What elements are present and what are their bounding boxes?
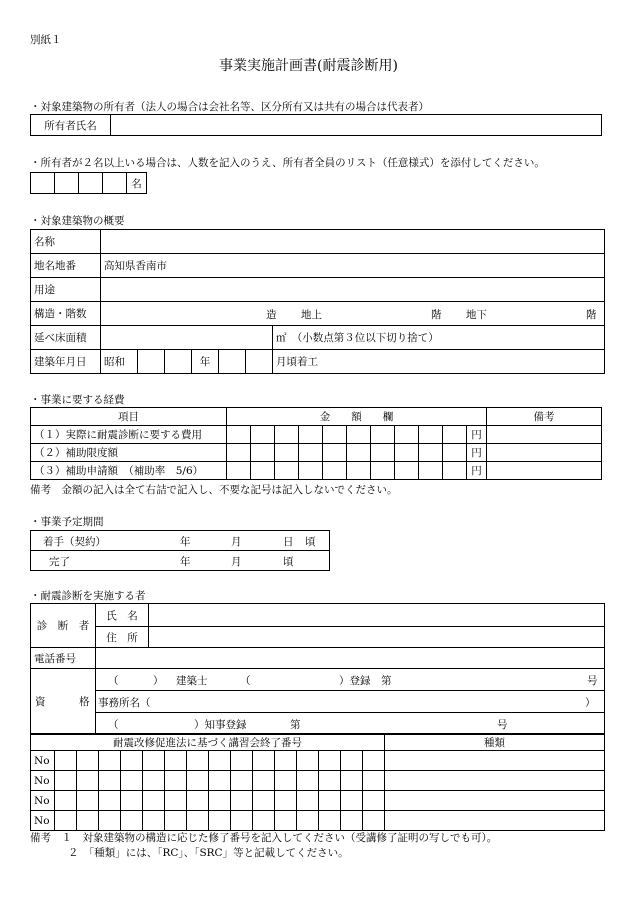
kind-field[interactable] <box>385 771 605 791</box>
architect-registration-field[interactable] <box>96 669 605 691</box>
building-use-label: 用途 <box>31 278 101 302</box>
course-digit[interactable] <box>363 791 385 811</box>
owner-count-digit[interactable] <box>103 173 127 194</box>
amount-digit[interactable] <box>251 444 275 462</box>
diagnoser-name-label: 氏 名 <box>96 604 149 627</box>
amount-digit[interactable] <box>251 426 275 444</box>
course-digit[interactable] <box>363 771 385 791</box>
diagnoser-address-label: 住 所 <box>96 627 149 648</box>
office-name-field[interactable] <box>96 691 605 713</box>
course-digit[interactable] <box>253 771 275 791</box>
amount-digit[interactable] <box>275 426 299 444</box>
cost-remarks-header: 備考 <box>487 408 602 426</box>
course-digit[interactable] <box>55 751 77 771</box>
course-digit[interactable] <box>209 811 231 831</box>
building-table <box>30 229 605 374</box>
course-digit[interactable] <box>231 791 253 811</box>
amount-digit[interactable] <box>419 462 443 480</box>
course-digit[interactable] <box>187 771 209 791</box>
course-digit[interactable] <box>341 771 363 791</box>
amount-digit[interactable] <box>419 426 443 444</box>
course-digit[interactable] <box>187 791 209 811</box>
registration-label: ）登録 第 <box>339 675 392 687</box>
cost-row-label: （３）補助申請額 （補助率 5/6） <box>31 462 227 480</box>
building-location-label: 地名地番 <box>31 254 101 278</box>
approx-label: 頃 <box>283 556 294 568</box>
architect-label: 建築士 <box>176 675 208 687</box>
amount-digit[interactable] <box>347 444 371 462</box>
approx-label: 頃 <box>305 536 316 548</box>
amount-digit[interactable] <box>371 444 395 462</box>
course-digit[interactable] <box>77 811 99 831</box>
owner-count-table <box>30 172 147 194</box>
amount-digit[interactable] <box>443 426 467 444</box>
course-number-header: 耐震改修促進法に基づく講習会終了番号 <box>31 735 385 751</box>
floor-area-unit: ㎡ （小数点第３位以下切り捨て） <box>273 326 605 350</box>
amount-digit[interactable] <box>323 444 347 462</box>
owner-name-field[interactable] <box>111 115 602 136</box>
owner-section-heading: ・対象建築物の所有者（法人の場合は会社名等、区分所有又は共有の場合は代表者） <box>30 101 429 113</box>
row-no-label: No <box>31 751 55 771</box>
no-label: 第 <box>290 719 301 731</box>
building-name-field[interactable] <box>101 230 605 254</box>
year-label: 年 <box>180 536 191 548</box>
cost-row-label: （１）実際に耐震診断に要する費用 <box>31 426 227 444</box>
cost-note: 備考 金額の記入は全て右詰で記入し、不要な記号は記入しないでください。 <box>30 484 398 496</box>
course-digit[interactable] <box>143 771 165 791</box>
month-label: 月 <box>231 536 242 548</box>
diagnoser-note-1: 備考 １ 対象建築物の構造に応じた修了番号を記入してください（受講修了証明の写しでも可）。 <box>30 832 498 844</box>
row-no-label: No <box>31 811 55 831</box>
course-table <box>30 734 605 831</box>
schedule-end-label: 完了 <box>49 556 70 568</box>
kind-field[interactable] <box>385 791 605 811</box>
diagnoser-table <box>30 603 605 734</box>
diagnoser-label: 診 断 者 <box>31 604 96 648</box>
attachment-label: 別紙１ <box>30 34 62 46</box>
schedule-end-row[interactable] <box>31 551 330 571</box>
amount-digit[interactable] <box>347 462 371 480</box>
governor-registration-field[interactable] <box>96 713 605 734</box>
cost-remarks-field[interactable] <box>487 426 602 444</box>
schedule-section-heading: ・事業予定期間 <box>30 516 104 528</box>
cost-remarks-field[interactable] <box>487 444 602 462</box>
paren-close: ） <box>585 697 596 709</box>
cost-section-heading: ・事業に要する経費 <box>30 394 125 406</box>
amount-digit[interactable] <box>227 444 251 462</box>
amount-digit[interactable] <box>443 462 467 480</box>
course-digit[interactable] <box>55 771 77 791</box>
number-unit: 号 <box>587 675 598 687</box>
month-label: 月 <box>231 556 242 568</box>
year-unit: 年 <box>192 350 219 374</box>
start-suffix: 月頃着工 <box>273 350 605 374</box>
cost-table <box>30 407 602 480</box>
building-section-heading: ・対象建築物の概要 <box>30 215 125 227</box>
schedule-start-label: 着手（契約） <box>43 536 106 548</box>
qualification-label <box>31 669 96 734</box>
year-digit[interactable] <box>165 350 192 374</box>
course-digit[interactable] <box>209 771 231 791</box>
floor-area-label: 延べ床面積 <box>31 326 101 350</box>
phone-field[interactable] <box>96 648 605 669</box>
amount-digit[interactable] <box>371 462 395 480</box>
course-digit[interactable] <box>99 771 121 791</box>
course-digit[interactable] <box>275 771 297 791</box>
amount-digit[interactable] <box>275 444 299 462</box>
kind-header: 種類 <box>385 735 605 751</box>
month-digit[interactable] <box>219 350 246 374</box>
course-digit[interactable] <box>77 791 99 811</box>
amount-digit[interactable] <box>395 462 419 480</box>
course-digit[interactable] <box>297 751 319 771</box>
owner-count-unit: 名 <box>127 173 147 194</box>
amount-digit[interactable] <box>443 444 467 462</box>
course-digit[interactable] <box>121 791 143 811</box>
amount-digit[interactable] <box>227 462 251 480</box>
course-digit[interactable] <box>165 771 187 791</box>
course-digit[interactable] <box>143 791 165 811</box>
year-digit[interactable] <box>138 350 165 374</box>
owner-count-digit[interactable] <box>79 173 103 194</box>
course-digit[interactable] <box>99 791 121 811</box>
course-digit[interactable] <box>275 811 297 831</box>
qualification-label-char: 資 <box>35 696 46 708</box>
yen-unit: 円 <box>467 444 487 462</box>
course-digit[interactable] <box>143 751 165 771</box>
floor-unit: 階 <box>586 309 597 321</box>
schedule-table <box>30 530 330 571</box>
course-digit[interactable] <box>297 811 319 831</box>
course-digit[interactable] <box>209 751 231 771</box>
course-digit[interactable] <box>319 751 341 771</box>
cost-item-header: 項目 <box>31 408 227 426</box>
built-date-label: 建築年月日 <box>31 350 101 374</box>
course-digit[interactable] <box>121 771 143 791</box>
cost-remarks-field[interactable] <box>487 462 602 480</box>
course-digit[interactable] <box>341 811 363 831</box>
course-digit[interactable] <box>187 751 209 771</box>
course-digit[interactable] <box>187 811 209 831</box>
structure-suffix: 造 <box>266 309 277 321</box>
owner-count-digit[interactable] <box>31 173 55 194</box>
schedule-start-row[interactable] <box>31 531 330 551</box>
amount-digit[interactable] <box>323 462 347 480</box>
owner-table <box>30 114 602 136</box>
course-digit[interactable] <box>275 751 297 771</box>
course-digit[interactable] <box>363 751 385 771</box>
paren-close: ） <box>153 675 164 687</box>
building-location-field[interactable]: 高知県香南市 <box>101 254 605 278</box>
qualification-label-char: 格 <box>79 696 90 708</box>
day-label: 日 <box>283 536 294 548</box>
course-digit[interactable] <box>165 811 187 831</box>
amount-digit[interactable] <box>323 426 347 444</box>
course-digit[interactable] <box>77 751 99 771</box>
yen-unit: 円 <box>467 426 487 444</box>
amount-digit[interactable] <box>251 462 275 480</box>
building-structure-field[interactable] <box>101 302 605 326</box>
course-digit[interactable] <box>275 791 297 811</box>
course-digit[interactable] <box>231 751 253 771</box>
course-digit[interactable] <box>341 791 363 811</box>
course-digit[interactable] <box>341 751 363 771</box>
course-digit[interactable] <box>165 791 187 811</box>
cost-amount-header: 金 額 欄 <box>227 408 487 426</box>
amount-digit[interactable] <box>371 426 395 444</box>
course-digit[interactable] <box>297 791 319 811</box>
floor-area-field[interactable] <box>101 326 273 350</box>
course-digit[interactable] <box>319 811 341 831</box>
course-digit[interactable] <box>231 771 253 791</box>
course-digit[interactable] <box>253 751 275 771</box>
amount-digit[interactable] <box>419 444 443 462</box>
year-label: 年 <box>180 556 191 568</box>
amount-digit[interactable] <box>395 444 419 462</box>
course-digit[interactable] <box>55 811 77 831</box>
diagnoser-address-field[interactable] <box>149 627 605 648</box>
paren-open: （ <box>240 675 251 687</box>
course-digit[interactable] <box>55 791 77 811</box>
cost-row-label: （２）補助限度額 <box>31 444 227 462</box>
amount-digit[interactable] <box>395 426 419 444</box>
course-digit[interactable] <box>319 771 341 791</box>
amount-digit[interactable] <box>275 462 299 480</box>
course-digit[interactable] <box>253 791 275 811</box>
owner-name-label: 所有者氏名 <box>31 115 111 136</box>
diagnoser-note-2: ２ 「種類」には、「RC」、「SRC」等と記載してください。 <box>68 847 349 859</box>
course-digit[interactable] <box>363 811 385 831</box>
month-digit[interactable] <box>246 350 273 374</box>
number-unit: 号 <box>497 719 508 731</box>
owner-count-digit[interactable] <box>55 173 79 194</box>
below-ground-label: 地下 <box>466 309 487 321</box>
amount-digit[interactable] <box>227 426 251 444</box>
above-ground-label: 地上 <box>301 309 322 321</box>
course-digit[interactable] <box>253 811 275 831</box>
building-name-label: 名称 <box>31 230 101 254</box>
course-digit[interactable] <box>209 791 231 811</box>
amount-digit[interactable] <box>299 444 323 462</box>
amount-digit[interactable] <box>347 426 371 444</box>
course-digit[interactable] <box>99 751 121 771</box>
page-title: 事業実施計画書(耐震診断用) <box>219 58 398 74</box>
kind-field[interactable] <box>385 751 605 771</box>
office-name-label: 事務所名（ <box>98 697 151 709</box>
course-digit[interactable] <box>319 791 341 811</box>
paren-open: （ <box>108 719 119 731</box>
diagnoser-name-field[interactable] <box>149 604 605 627</box>
course-digit[interactable] <box>99 811 121 831</box>
building-use-field[interactable] <box>101 278 605 302</box>
yen-unit: 円 <box>467 462 487 480</box>
amount-digit[interactable] <box>299 426 323 444</box>
course-digit[interactable] <box>121 751 143 771</box>
course-digit[interactable] <box>77 771 99 791</box>
building-structure-label: 構造・階数 <box>31 302 101 326</box>
floor-unit: 階 <box>431 309 442 321</box>
course-digit[interactable] <box>121 811 143 831</box>
row-no-label: No <box>31 791 55 811</box>
course-digit[interactable] <box>231 811 253 831</box>
row-no-label: No <box>31 771 55 791</box>
multi-owner-heading: ・所有者が２名以上いる場合は、人数を記入のうえ、所有者全員のリスト（任意様式）を添付してください。 <box>30 157 545 169</box>
kind-field[interactable] <box>385 811 605 831</box>
course-digit[interactable] <box>297 771 319 791</box>
course-digit[interactable] <box>165 751 187 771</box>
diagnoser-section-heading: ・耐震診断を実施する者 <box>30 590 146 602</box>
paren-open: （ <box>108 675 119 687</box>
amount-digit[interactable] <box>299 462 323 480</box>
phone-label: 電話番号 <box>31 648 96 669</box>
course-digit[interactable] <box>143 811 165 831</box>
era-label: 昭和 <box>101 350 138 374</box>
governor-registration-label: ）知事登録 <box>194 719 247 731</box>
